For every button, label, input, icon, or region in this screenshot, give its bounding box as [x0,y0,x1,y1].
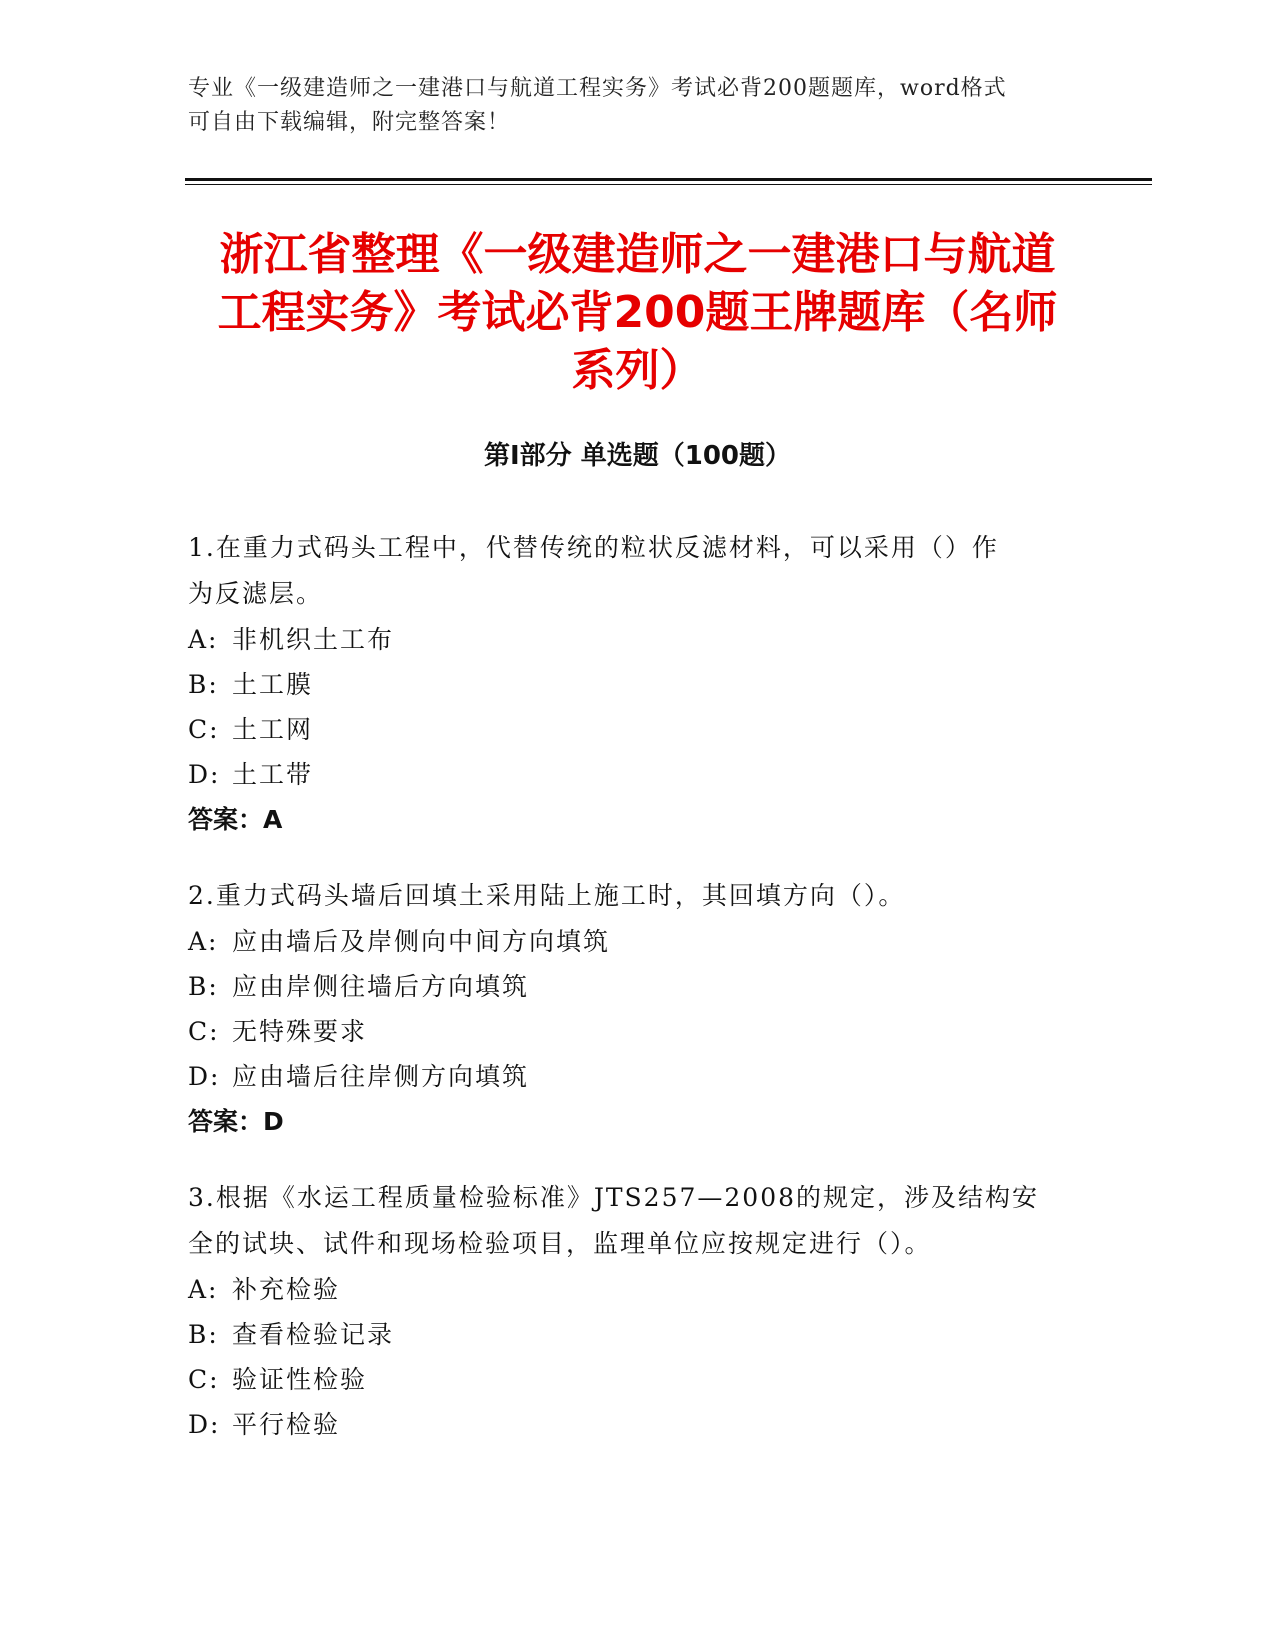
option-letter: C: [188,1365,220,1394]
document-title-line-2: 工程实务》考试必背200题王牌题库（名师 [217,287,1058,338]
option-letter: C: [188,715,220,744]
question-item [188,1175,1068,1447]
option-text: 平行检验 [232,1410,341,1439]
option-d [188,1054,1068,1099]
question-answer: 答案：A [188,805,283,834]
option-letter: B: [188,670,219,699]
header-note-line-1: 专业《一级建造师之一建港口与航道工程实务》考试必背200题题库，word格式 [188,76,1007,101]
option-text: 验证性检验 [232,1365,368,1394]
option-c [188,707,1068,752]
option-a [188,919,1068,964]
option-b [188,964,1068,1009]
question-stem [188,1175,1068,1267]
question-stem-line: 全的试块、试件和现场检验项目，监理单位应按规定进行（）。 [188,1229,932,1258]
option-c [188,1009,1068,1054]
question-stem-line: 为反滤层。 [188,579,324,608]
question-stem [188,525,1068,617]
option-b [188,1312,1068,1357]
option-letter: C: [188,1017,220,1046]
question-item [188,525,1068,843]
option-text: 土工带 [232,760,314,789]
question-list [188,525,1068,1477]
option-letter: A: [188,1275,219,1304]
option-text: 应由墙后及岸侧向中间方向填筑 [232,927,611,956]
option-letter: A: [188,625,219,654]
option-b [188,662,1068,707]
option-d [188,752,1068,797]
option-letter: D: [188,760,221,789]
question-answer: 答案：D [188,1107,284,1136]
option-text: 查看检验记录 [232,1320,395,1349]
document-title-line-3: 系列） [571,345,704,396]
option-letter: D: [188,1062,221,1091]
question-stem-line: 2.重力式码头墙后回填土采用陆上施工时，其回填方向（）。 [188,881,906,910]
option-d [188,1402,1068,1447]
option-text: 应由岸侧往墙后方向填筑 [232,972,530,1001]
question-stem [188,873,1068,919]
option-letter: B: [188,972,219,1001]
option-letter: B: [188,1320,219,1349]
option-letter: D: [188,1410,221,1439]
question-stem-line: 3.根据《水运工程质量检验标准》JTS257—2008的规定，涉及结构安 [188,1183,1040,1212]
option-c [188,1357,1068,1402]
option-a [188,617,1068,662]
document-title [190,226,1085,400]
document-title-line-1: 浙江省整理《一级建造师之一建港口与航道 [219,229,1056,280]
header-divider-thick [185,178,1152,181]
option-text: 土工网 [232,715,314,744]
header-note-line-2: 可自由下载编辑，附完整答案！ [188,110,511,135]
question-stem-line: 1.在重力式码头工程中，代替传统的粒状反滤材料，可以采用（）作 [188,533,999,562]
option-a [188,1267,1068,1312]
option-text: 非机织土工布 [232,625,395,654]
header-divider-thin [185,184,1152,185]
option-text: 补充检验 [232,1275,341,1304]
header-note [188,72,1068,140]
option-text: 无特殊要求 [232,1017,368,1046]
section-heading: 第Ⅰ部分 单选题（100题） [484,441,791,471]
option-text: 土工膜 [232,670,314,699]
question-item [188,873,1068,1145]
option-letter: A: [188,927,219,956]
option-text: 应由墙后往岸侧方向填筑 [232,1062,530,1091]
